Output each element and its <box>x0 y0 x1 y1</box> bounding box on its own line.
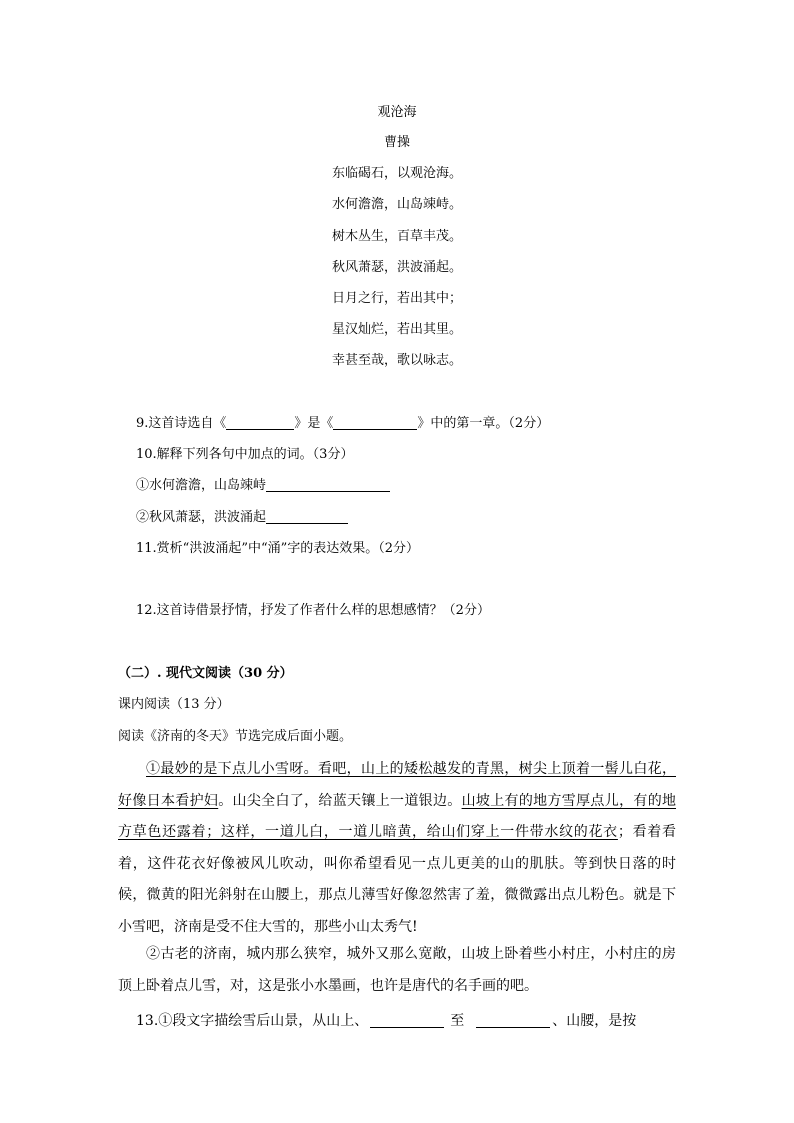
poem-line: 星汉灿烂，若出其里。 <box>331 322 462 337</box>
question-10-item-1-text: ①水何澹澹，山岛竦峙 <box>136 478 267 493</box>
answer-blank[interactable] <box>226 415 294 430</box>
poem-line: 树木丛生，百草丰茂。 <box>331 229 462 244</box>
question-9 <box>136 414 549 434</box>
underlined-text: 山坡上有的地方雪厚点儿，有的地方草色还露着；这样，一道儿白，一道儿暗黄，给山们穿上一件带水纹的花衣 <box>118 792 677 840</box>
answer-blank[interactable] <box>266 477 390 492</box>
passage-text: 。山尖全白了，给蓝天镶上一道银边。 <box>218 792 462 809</box>
poem-line: 水何澹澹，山岛竦峙。 <box>331 197 462 212</box>
answer-blank[interactable] <box>333 415 417 430</box>
passage-paragraph-2: ②古老的济南，城内那么狭窄，城外又那么宽敞，山坡上卧着些小村庄，小村庄的房顶上卧着点儿雪，对，这是张小水墨画，也许是唐代的名手画的吧。 <box>118 946 676 994</box>
answer-blank[interactable] <box>266 509 348 524</box>
section-heading: （二）. 现代文阅读（30 分） <box>118 666 293 681</box>
passage-text: ；看着看着，这件花衣好像被风儿吹动，叫你希望看见一点儿更美的山的肌肤。等到快日落的时候，微黄的阳光斜射在山腰上，那点儿薄雪好像忽然害了羞，微微露出点儿粉色。就是下小雪吧，济南是受不住大雪的，那些小山太秀气! <box>118 824 676 935</box>
question-10-item-1 <box>136 476 390 496</box>
section-subheading: 课内阅读（13 分） <box>118 697 230 712</box>
poem-line: 秋风萧瑟，洪波涌起。 <box>331 260 462 275</box>
question-13-part-c: 、山腰，是按 <box>552 1013 637 1029</box>
section-instruction: 阅读《济南的冬天》节选完成后面小题。 <box>118 729 353 744</box>
answer-blank[interactable] <box>370 1013 444 1028</box>
question-12: 12.这首诗借景抒情，抒发了作者什么样的思想感情？（2分） <box>136 603 490 618</box>
question-13-part-a: 13.①段文字描绘雪后山景，从山上、 <box>136 1013 369 1029</box>
question-9-part-c: 》中的第一章。（2分） <box>417 416 550 431</box>
poem-line: 东临碣石，以观沧海。 <box>331 166 462 181</box>
question-9-part-b: 》是《 <box>294 416 334 431</box>
poem-title: 观沧海 <box>377 105 417 120</box>
question-10-item-2-text: ②秋风萧瑟，洪波涌起 <box>136 510 267 525</box>
passage-paragraph-1 <box>118 754 676 943</box>
question-13-part-b: 至 <box>450 1013 465 1029</box>
question-9-part-a: 9.这首诗选自《 <box>136 416 227 431</box>
question-10: 10.解释下列各句中加点的词。（3分） <box>136 447 354 462</box>
poem-line: 日月之行，若出其中； <box>331 291 462 306</box>
question-10-item-2 <box>136 508 348 528</box>
underlined-text: ①最妙的是下点儿小雪呀。看吧，山上的矮松越发的青黑，树尖上顶着一髻儿白花，好像日本看护妇 <box>118 761 676 809</box>
question-13 <box>136 1011 636 1031</box>
answer-blank[interactable] <box>476 1013 550 1028</box>
question-11: 11.赏析“洪波涌起”中“涌”字的表达效果。（2分） <box>136 541 420 556</box>
poem-author: 曹操 <box>383 135 410 150</box>
poem-line: 幸甚至哉，歌以咏志。 <box>331 353 462 368</box>
